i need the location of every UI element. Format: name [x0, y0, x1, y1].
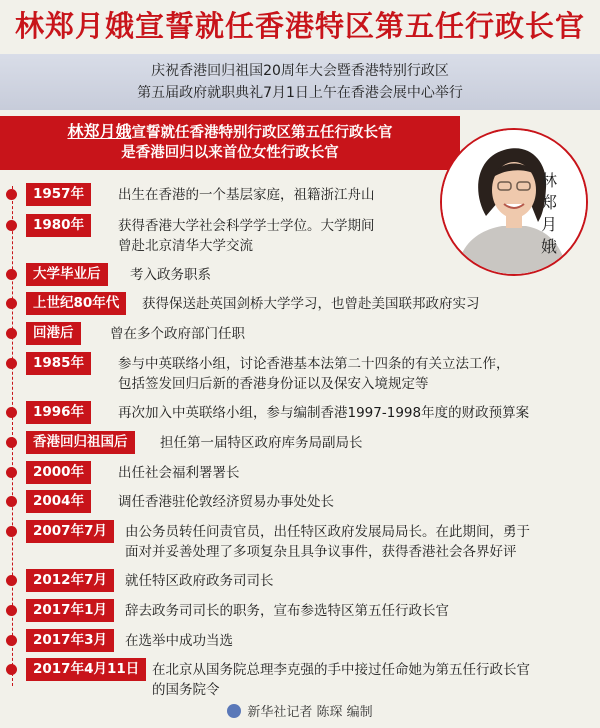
timeline-date-tag: 2000年: [26, 461, 91, 484]
timeline-description: [125, 601, 449, 621]
timeline-dot: [6, 664, 17, 675]
event-banner: [0, 54, 600, 110]
timeline-dot: [6, 220, 17, 231]
subhead-line-1: [0, 122, 460, 143]
timeline-description-line: 参与中英联络小组，讨论香港基本法第二十四条的有关立法工作，: [118, 356, 510, 372]
subhead-name: 林郑月娥: [67, 122, 132, 141]
timeline-dot: [6, 189, 17, 200]
event-banner-line-2: 第五届政府就职典礼7月1日上午在香港会展中心举行: [137, 85, 463, 101]
timeline-description: [125, 522, 530, 562]
subhead-line-2: 是香港回归以来首位女性行政长官: [121, 145, 339, 161]
timeline-description: [160, 433, 363, 453]
timeline-description: [130, 265, 211, 285]
timeline-description: [118, 463, 240, 483]
timeline-description-line: 曾赴北京清华大学交流: [118, 238, 253, 254]
portrait-caption-char: 娥: [540, 237, 557, 256]
timeline-date-tag: 1985年: [26, 352, 91, 375]
timeline-dot: [6, 467, 17, 478]
timeline-dot: [6, 298, 17, 309]
timeline-description-line: 的国务院令: [152, 682, 220, 698]
timeline-date-tag: 香港回归祖国后: [26, 431, 135, 454]
timeline-date-tag: 2004年: [26, 490, 91, 513]
timeline-date-tag: 2017年1月: [26, 599, 114, 622]
portrait-caption-char: 郑: [540, 193, 557, 212]
timeline-description: [152, 660, 530, 700]
timeline-date-tag: 2017年3月: [26, 629, 114, 652]
timeline-description: [118, 354, 510, 394]
timeline-description-line: 辞去政务司司长的职务，宣布参选特区第五任行政长官: [125, 603, 449, 619]
timeline-date-tag: 2012年7月: [26, 569, 114, 592]
portrait-caption-char: 月: [540, 215, 557, 234]
timeline-description: [118, 185, 375, 205]
timeline-dot: [6, 269, 17, 280]
timeline-description: [118, 403, 529, 423]
timeline-dot: [6, 437, 17, 448]
timeline-dot: [6, 496, 17, 507]
timeline-dot: [6, 526, 17, 537]
subhead-banner: [0, 116, 460, 170]
timeline-description-line: 担任第一届特区政府库务局副局长: [160, 435, 363, 451]
timeline-description-line: 就任特区政府政务司司长: [125, 573, 274, 589]
timeline-description: [118, 216, 375, 256]
timeline-description-line: 曾在多个政府部门任职: [110, 326, 245, 342]
page-title: 林郑月娥宣誓就任香港特区第五任行政长官: [14, 9, 585, 43]
timeline-description-line: 出任社会福利署署长: [118, 465, 240, 481]
footer-credit: [0, 704, 600, 722]
timeline-date-tag: 上世纪80年代: [26, 292, 126, 315]
portrait-caption-char: 林: [540, 171, 557, 190]
footer-credit-text: 新华社记者 陈琛 编制: [247, 705, 373, 720]
timeline-description: [118, 492, 334, 512]
timeline-dot: [6, 407, 17, 418]
timeline-dot: [6, 575, 17, 586]
timeline-date-tag: 回港后: [26, 322, 81, 345]
timeline-date-tag: 1980年: [26, 214, 91, 237]
timeline-description-line: 获得保送赴英国剑桥大学学习，也曾赴美国联邦政府实习: [142, 296, 480, 312]
timeline-date-tag: 大学毕业后: [26, 263, 108, 286]
timeline-description-line: 面对并妥善处理了多项复杂且具争议事件，获得香港社会各界好评: [125, 544, 517, 560]
timeline-description-line: 考入政务职系: [130, 267, 211, 283]
xinhua-logo-icon: [227, 704, 241, 718]
timeline-description: [142, 294, 480, 314]
portrait-photo: [440, 128, 588, 276]
timeline-description-line: 调任香港驻伦敦经济贸易办事处处长: [118, 494, 334, 510]
timeline-description-line: 包括签发回归后新的香港身份证以及保安入境规定等: [118, 376, 429, 392]
timeline-dot: [6, 358, 17, 369]
timeline-description: [125, 571, 274, 591]
timeline-description: [110, 324, 245, 344]
timeline-date-tag: 1996年: [26, 401, 91, 424]
timeline-date-tag: 2017年4月11日: [26, 658, 146, 681]
timeline-dot: [6, 635, 17, 646]
timeline-description: [125, 631, 233, 651]
timeline-description-line: 由公务员转任问责官员，出任特区政府发展局局长。在此期间，勇于: [125, 524, 530, 540]
portrait-illustration: [442, 130, 586, 274]
timeline-dot: [6, 328, 17, 339]
timeline-description-line: 在选举中成功当选: [125, 633, 233, 649]
timeline-description-line: 出生在香港的一个基层家庭，祖籍浙江舟山: [118, 187, 375, 203]
timeline-date-tag: 1957年: [26, 183, 91, 206]
timeline-description-line: 获得香港大学社会科学学士学位。大学期间: [118, 218, 375, 234]
subhead-line-1-rest: 宣誓就任香港特别行政区第五任行政长官: [131, 125, 393, 141]
event-banner-line-1: 庆祝香港回归祖国20周年大会暨香港特别行政区: [151, 63, 449, 79]
timeline-description-line: 在北京从国务院总理李克强的手中接过任命她为第五任行政长官: [152, 662, 530, 678]
timeline-dot: [6, 605, 17, 616]
timeline-description-line: 再次加入中英联络小组，参与编制香港1997-1998年度的财政预算案: [118, 405, 530, 421]
timeline-date-tag: 2007年7月: [26, 520, 114, 543]
portrait-caption: [539, 170, 559, 258]
